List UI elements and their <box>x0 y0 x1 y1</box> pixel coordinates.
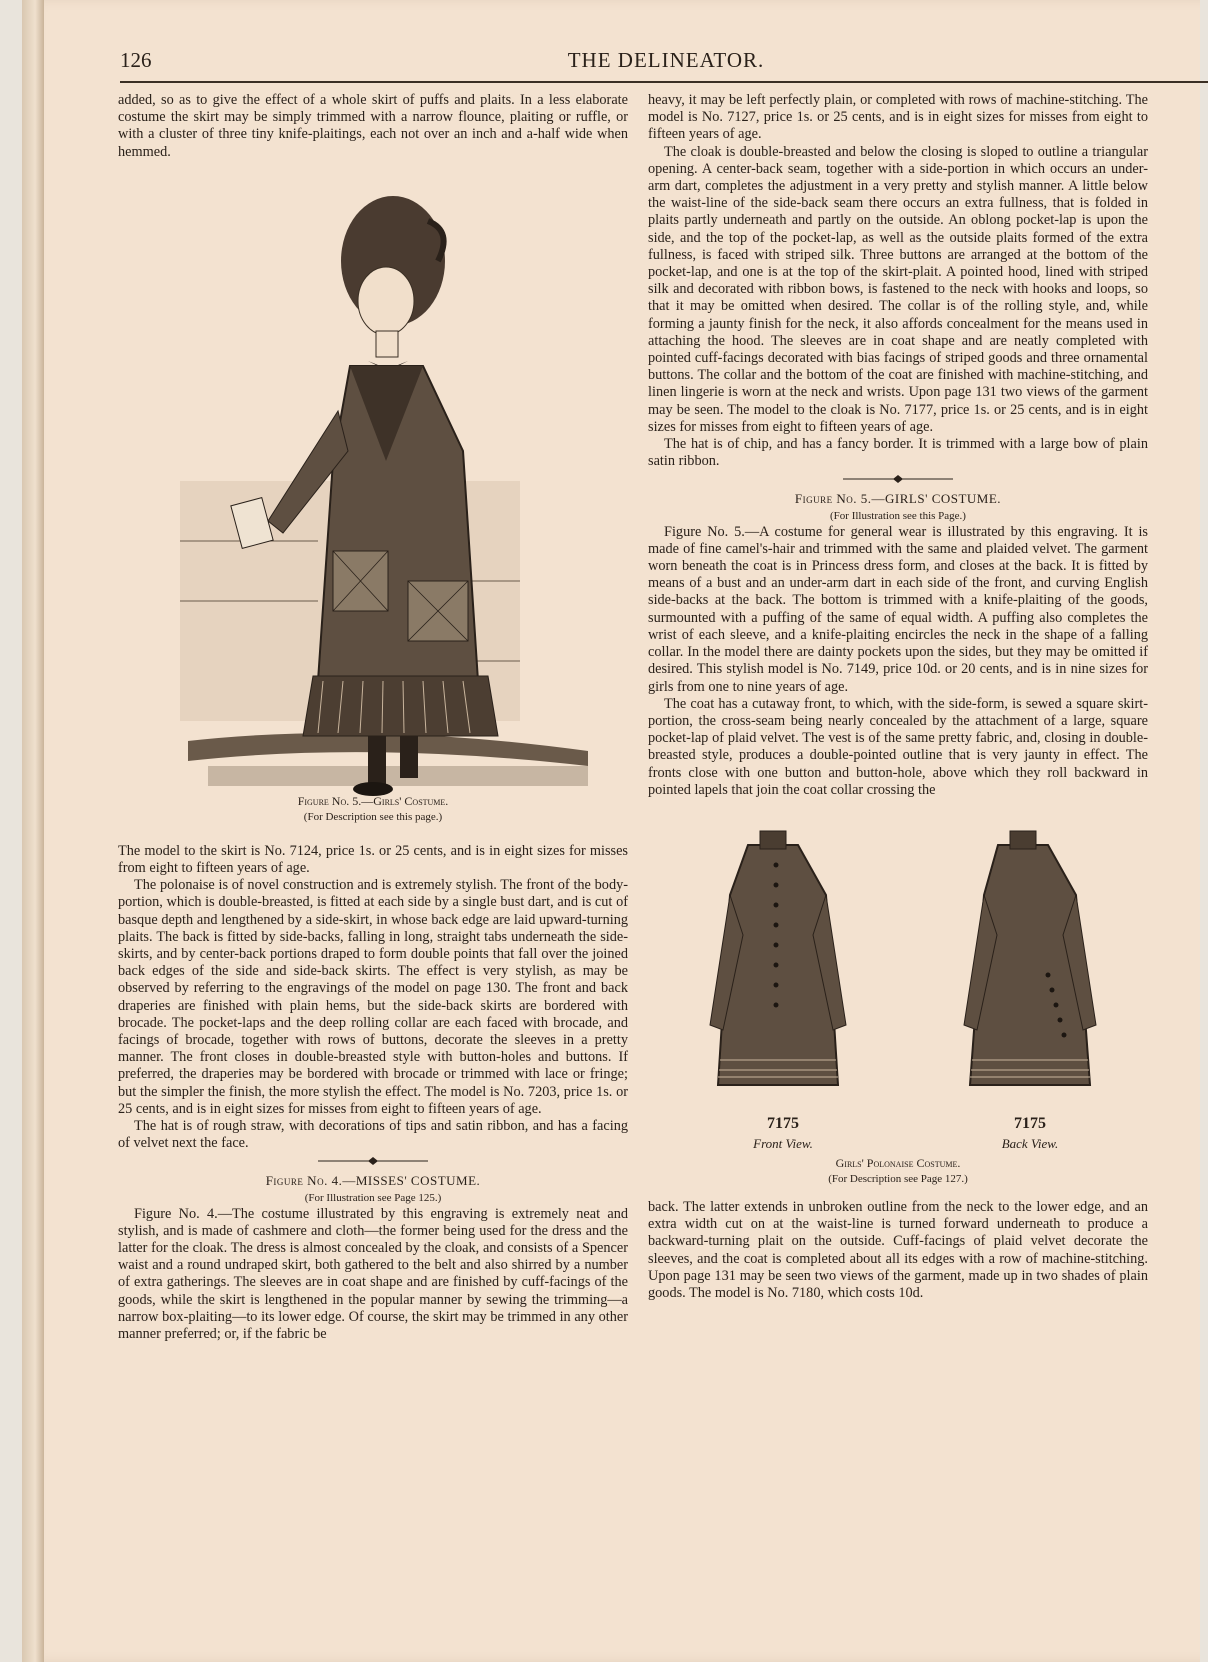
left-paragraph-4: Figure No. 4.—The costume illustrated by this engraving is extremely neat and stylish, and is made of cashmere and cloth—the former being used for the dress and the latter for the cloak. The dress is almost concealed by the cloak, and consists of a Spencer waist and a round undraped skirt, both gathered to the belt and also shirred by a number of extra gatherings. The sleeves are in coat shape and are finished by cuff-facings of the goods, while the skirt is lengthened in the popular manner by sewing the trimming—a narrow box-plaiting—to its lower edge. Of course, the skirt may be trimmed in any other manner preferred; or, if the fabric be <box>118 1205 628 1343</box>
left-paragraph-1: The model to the skirt is No. 7124, price 1s. or 25 cents, and is in eight sizes for misses from eight to fifteen years of age. <box>118 842 628 877</box>
back-view-number: 7175 <box>1014 1114 1046 1132</box>
back-view-label: Back View. <box>1001 1135 1059 1151</box>
left-column <box>118 92 628 1343</box>
intro-paragraph: added, so as to give the effect of a whole skirt of puffs and plaits. In a less elaborate costume the skirt may be simply trimmed with a narrow flounce, plaiting or ruffle, or with a cluster of three tiny knife-plaitings, each not over an inch and a-half wide when hemmed. <box>118 92 628 160</box>
page-title: THE DELINEATOR. <box>567 48 765 72</box>
right-paragraph-2: The cloak is double-breasted and below the closing is sloped to outline a triangular opening. A center-back seam, together with a side-portion in which occurs an under-arm dart, completes the adjustment in a very pretty and stylish manner. A little below the waist-line of the side-back seam there occurs an extra fullness, that is folded in plaits partly underneath and partly on the outside. An oblong pocket-lap is upon the side, and the top of the pocket-lap, as well as the outside plaits formed of the extra fullness, is faced with striped silk. Three buttons are arranged at the bottom of the pocket-lap, and one is at the top of the skirt-plait. A pointed hood, lined with striped silk and decorated with ribbon bows, is fastened to the neck with hooks and loops, so that it may be omitted when desired. The collar is of the rolling style, and, while forming a jaunty finish for the neck, it also affords concealment for the means used in attaching the hood. The sleeves are in coat shape and are neatly completed with pointed cuff-facings decorated with bias facings of striped goods and three ornamental buttons. The collar and the bottom of the coat are finished with machine-stitching, and linen lingerie is worn at the neck and wrists. Upon page 131 two views of the garment may be seen. The model to the cloak is No. 7177, price 1s. or 25 cents, and is in eight sizes for misses from eight to fifteen years of age. <box>648 143 1148 435</box>
figure4-heading: Figure No. 4.—MISSES' COSTUME. <box>265 1173 481 1189</box>
figure5-caption <box>118 793 628 825</box>
polonaise-caption-title: Girls' Polonaise Costume. <box>835 1155 961 1170</box>
polonaise-caption <box>648 1155 1148 1187</box>
front-view-number: 7175 <box>767 1114 799 1132</box>
magazine-page <box>22 0 1200 1662</box>
header-rule <box>120 81 1208 83</box>
figure5-heading-sub: (For Illustration see this Page.) <box>830 509 966 522</box>
section-ornament <box>843 474 953 484</box>
right-paragraph-6: back. The latter extends in unbroken outline from the neck to the lower edge, and an extra width cut on at the waist-line is turned forward underneath to produce a backward-turning plait on the outside. Cuff-facings of plaid velvet decorate the sleeves, and the coat is completed about all its edges with a row of machine-stitching. Upon page 131 may be seen two views of the garment, made up in two shades of plain goods. The model is No. 7180, which costs 10d. <box>648 1198 1148 1301</box>
left-paragraph-3: The hat is of rough straw, with decorations of tips and satin ribbon, and has a facing of velvet next the face. <box>118 1118 628 1152</box>
polonaise-views-illustration <box>648 825 1148 1115</box>
polonaise-caption-sub: (For Description see Page 127.) <box>828 1172 968 1185</box>
section-ornament <box>318 1156 428 1166</box>
left-paragraph-2: The polonaise is of novel construction and is extremely stylish. The front of the body-portion, which is double-breasted, is fitted at each side by a single bust dart, and is cut of basque depth and lengthened by a side-skirt, in whose back edge are laid upward-turning plaits. The back is fitted by side-backs, falling in long, straight tabs underneath the side-skirts, and by center-back portions draped to form double points that fall over the joined back edges of the side and side-back skirts. The effect is very stylish, as may be observed by referring to the engravings of the model on page 130. The front and back draperies are finished with plain hems, but the side-back skirts are bordered with brocade. The pocket-laps and the deep rolling collar are each faced with brocade, and facings of brocade, together with rows of buttons, decorate the sleeves in a pretty manner. The front closes in double-breasted style with button-holes and buttons. If preferred, the draperies may be bordered with brocade or trimmed with lace or fringe; but the simpler the finish, the more stylish the effect. The model is No. 7203, price 1s. or 25 cents, and is in eight sizes for misses from eight to fifteen years of age. <box>118 877 628 1117</box>
girl-costume-illustration <box>118 161 628 807</box>
right-paragraph-1: heavy, it may be left perfectly plain, or completed with rows of machine-stitching. The model is No. 7127, price 1s. or 25 cents, and is in eight sizes for misses from eight to fifteen years of age. <box>648 92 1148 143</box>
view-labels <box>648 1115 1148 1155</box>
figure5-heading: Figure No. 5.—GIRLS' COSTUME. <box>794 491 1002 507</box>
page-header <box>120 44 1208 78</box>
right-paragraph-3: The hat is of chip, and has a fancy border. It is trimmed with a large bow of plain satin ribbon. <box>648 436 1148 470</box>
front-view-label: Front View. <box>753 1135 813 1151</box>
figure5-caption-title: Figure No. 5.—Girls' Costume. <box>297 793 449 808</box>
right-column <box>648 92 1148 1302</box>
figure4-heading-sub: (For Illustration see Page 125.) <box>304 1191 442 1204</box>
figure5-caption-sub: (For Description see this page.) <box>303 810 443 823</box>
page-edge <box>22 0 44 1662</box>
right-paragraph-4: Figure No. 5.—A costume for general wear is illustrated by this engraving. It is made of fine camel's-hair and trimmed with the same and plaided velvet. The garment worn beneath the coat is in Princess dress form, and closes at the back. It is fitted by means of a bust and an under-arm dart in each side of the front, and curving English side-backs at the back. The bottom is trimmed with a knife-plaiting of the goods, surmounted with a puffing of the same of equal width. A puffing also completes the wrist of each sleeve, and a knife-plaiting encircles the neck in the shape of a falling collar. In the model there are dainty pockets upon the sides, but they may be omitted if desired. This stylish model is No. 7149, price 10d. or 20 cents, and is in nine sizes for girls from one to nine years of age. <box>648 523 1148 695</box>
right-paragraph-5: The coat has a cutaway front, to which, with the side-form, is sewed a square skirt-portion, the cross-seam being nearly concealed by the attachment of a large, square pocket-lap of plaid velvet. The vest is of the same pretty fabric, and, closing in double-breasted style, produces a double-pointed outline that is very jaunty in effect. The fronts close with one button and button-hole, above which they roll backward in pointed lapels that join the coat collar crossing the <box>648 695 1148 798</box>
page-number: 126 <box>120 48 152 72</box>
